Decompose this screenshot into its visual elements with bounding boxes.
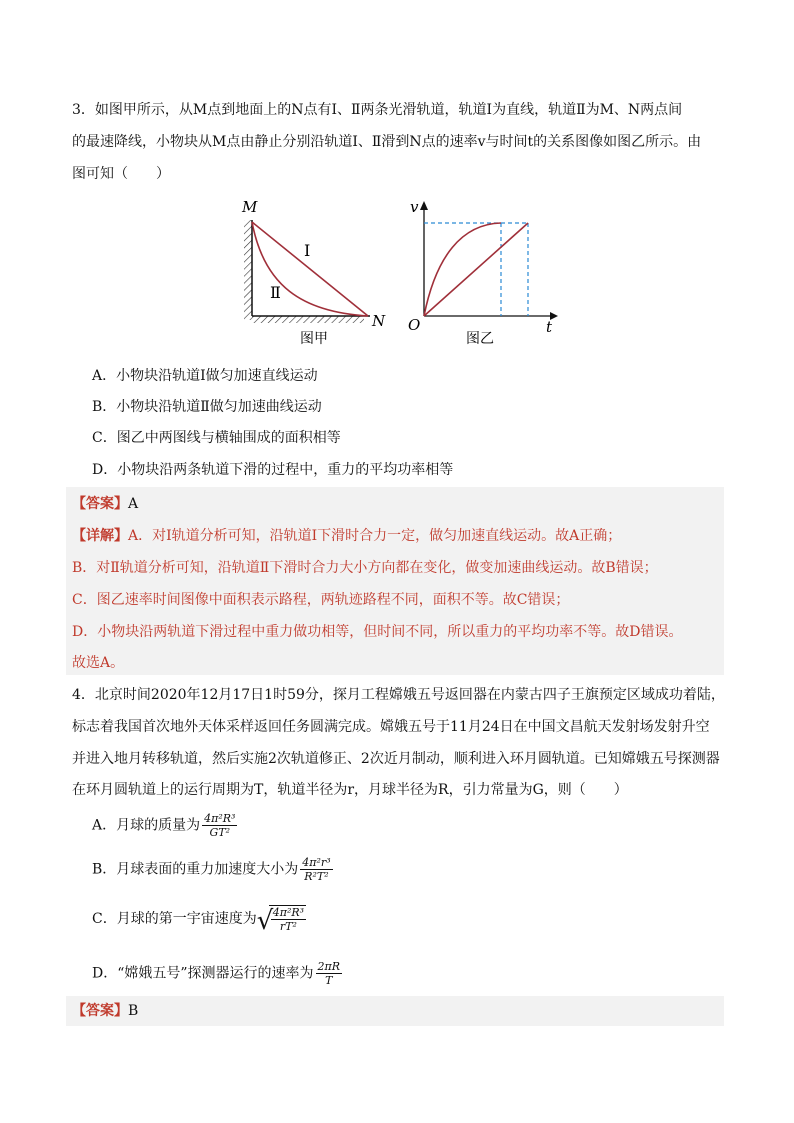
q4-line-3: 并进入地月转移轨道，然后实施2次轨道修正、2次近月制动，顺利进入环月圆轨道。已知嫦娥五号探测器	[72, 751, 720, 767]
q3-detail-line-2: B．对Ⅱ轨道分析可知，沿轨道Ⅱ下滑时合力大小方向都在变化，做变加速曲线运动。故B错误；	[72, 560, 658, 576]
radical-sign-icon: √	[256, 906, 274, 936]
q3-solution-block	[66, 487, 724, 675]
wall-hatch	[244, 220, 252, 320]
q3-option-d: D．小物块沿两条轨道下滑的过程中，重力的平均功率相等	[92, 462, 454, 478]
q4-option-c	[92, 905, 306, 936]
label-n: N	[372, 312, 386, 330]
fraction-numerator: 4π²R³	[204, 812, 236, 825]
fraction-denominator: T	[325, 974, 333, 987]
label-origin: O	[408, 316, 421, 334]
fraction-denominator: rT²	[279, 920, 297, 933]
fraction	[300, 856, 332, 883]
q3-line-3: 图可知（ ）	[72, 166, 170, 182]
fraction-numerator: 4π²R³	[272, 906, 305, 919]
q4-option-b	[92, 856, 333, 883]
graph-line-i	[424, 223, 528, 316]
q4-option-a	[92, 812, 237, 839]
q3-detail-line-1	[72, 526, 621, 546]
option-text: A．月球的质量为	[92, 817, 201, 834]
answer-value: B	[128, 1003, 139, 1019]
label-v: v	[410, 198, 419, 216]
q3-option-b: B．小物块沿轨道Ⅱ做匀加速曲线运动	[92, 399, 322, 415]
q3-detail-line-3: C．图乙速率时间图像中面积表示路程，两轨迹路程不同，面积不等。故C错误；	[72, 592, 570, 608]
q3-answer	[72, 494, 138, 514]
q3-line-1: 3．如图甲所示，从M点到地面上的N点有Ⅰ、Ⅱ两条光滑轨道，轨道Ⅰ为直线，轨道Ⅱ为M、N两点间	[72, 102, 683, 118]
q3-detail-line-4: D．小物块沿两轨道下滑过程中重力做功相等，但时间不同，所以重力的平均功率不等。故D错误。	[72, 624, 683, 640]
fraction-denominator: GT²	[209, 826, 231, 839]
answer-tag: 【答案】	[72, 496, 128, 512]
q3-detail-line-5: 故选A。	[72, 655, 125, 671]
q4-answer	[72, 1001, 138, 1021]
fraction-numerator: 4π²r³	[302, 856, 331, 869]
graph-curve-ii	[424, 223, 501, 316]
answer-tag: 【答案】	[72, 1003, 128, 1019]
q4-option-d	[92, 960, 342, 987]
label-m: M	[242, 198, 258, 216]
figure-yi	[402, 196, 562, 348]
q3-option-a: A．小物块沿轨道Ⅰ做匀加速直线运动	[92, 368, 318, 384]
q4-line-4: 在环月圆轨道上的运行周期为T，轨道半径为r，月球半径为R，引力常量为G，则（ ）	[72, 782, 628, 798]
figure-jia	[232, 196, 392, 348]
caption-jia: 图甲	[300, 331, 328, 347]
label-track-ii: Ⅱ	[270, 283, 281, 302]
option-text: B．月球表面的重力加速度大小为	[92, 861, 299, 878]
v-axis-arrow	[420, 201, 428, 210]
q4-solution-block	[66, 996, 724, 1026]
caption-yi: 图乙	[466, 331, 494, 347]
fraction-denominator: R²T²	[304, 870, 329, 883]
label-t: t	[546, 318, 553, 336]
fraction	[316, 960, 343, 987]
option-text: D．“嫦娥五号”探测器运行的速率为	[92, 965, 314, 982]
fraction	[271, 906, 306, 933]
q3-option-c: C．图乙中两图线与横轴围成的面积相等	[92, 430, 341, 446]
square-root	[256, 905, 306, 936]
option-text: C．月球的第一宇宙速度为	[92, 911, 257, 927]
ground-hatch	[252, 316, 364, 323]
label-track-i: Ⅰ	[304, 241, 311, 260]
q4-line-2: 标志着我国首次地外天体采样返回任务圆满完成。嫦娥五号于11月24日在中国文昌航天发射场发射升空	[72, 719, 710, 735]
detail-tag: 【详解】	[72, 528, 128, 544]
fraction-numerator: 2πR	[317, 960, 341, 973]
q4-line-1: 4．北京时间2020年12月17日1时59分，探月工程嫦娥五号返回器在内蒙古四子王旗预定区域成功着陆，	[72, 687, 725, 703]
detail-text: A．对Ⅰ轨道分析可知，沿轨道Ⅰ下滑时合力一定，做匀加速直线运动。故A正确；	[128, 528, 622, 544]
q3-line-2: 的最速降线，小物块从M点由静止分别沿轨道Ⅰ、Ⅱ滑到N点的速率v与时间t的关系图像如图乙所示。由	[72, 134, 702, 150]
fraction	[202, 812, 237, 839]
answer-value: A	[128, 496, 139, 512]
